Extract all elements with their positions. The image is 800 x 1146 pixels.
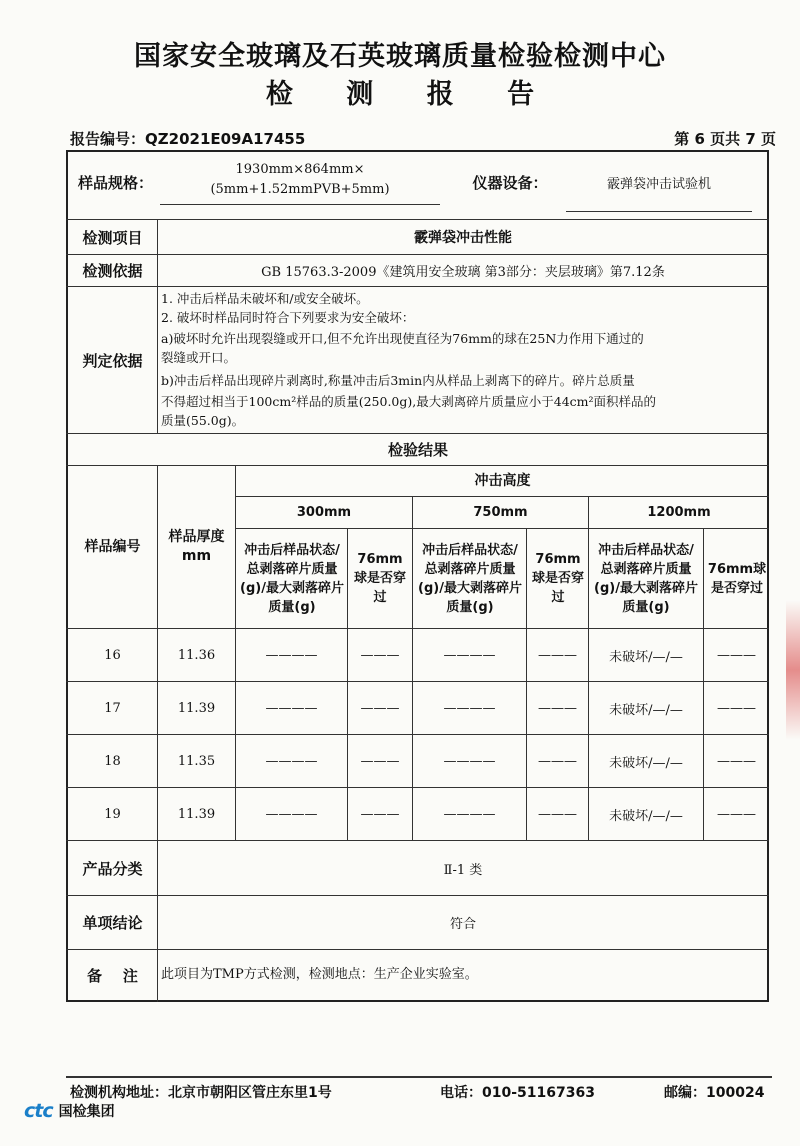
- table-row-cell: ————: [443, 806, 496, 822]
- class-value: Ⅱ-1 类: [443, 862, 483, 878]
- report-number: 报告编号：QZ2021E09A17455: [70, 130, 306, 148]
- ctc-logo-icon: ctc: [24, 1100, 53, 1122]
- remark-value: 此项目为TMP方式检测，检测地点：生产企业实验室。: [161, 967, 478, 982]
- sub-ball-header: 76mm球是否穿过: [707, 561, 767, 596]
- table-row-cell: 未破坏/—/—: [609, 755, 683, 771]
- judge-line: 质量(55.0g)。: [161, 413, 245, 428]
- table-row-cell: ———: [360, 753, 400, 769]
- company-name: 国检集团: [58, 1104, 115, 1120]
- footer-rule: [66, 1076, 772, 1078]
- device-value: 霰弹袋冲击试验机: [606, 176, 711, 192]
- class-label: 产品分类: [82, 859, 143, 878]
- table-row-cell: ————: [443, 700, 496, 716]
- report-subtitle: 检 测 报 告: [265, 79, 557, 110]
- spec-underline: [160, 204, 440, 205]
- table-row-id: 19: [104, 806, 121, 822]
- table-row-cell: ———: [360, 806, 400, 822]
- judge-line: 裂缝或开口。: [161, 350, 237, 365]
- table-row-cell: ————: [443, 647, 496, 663]
- table-row-cell: ———: [717, 647, 756, 663]
- spec-label: 样品规格：: [77, 173, 153, 192]
- row-divider: [66, 286, 769, 287]
- table-row-id: 18: [104, 753, 121, 769]
- table-row-cell: ————: [265, 647, 318, 663]
- item-label: 检测项目: [82, 228, 143, 247]
- sub-state-header: 冲击后样品状态/总剥落碎片质量(g)/最大剥落碎片质量(g): [594, 542, 698, 615]
- conclusion-value: 符合: [449, 917, 476, 932]
- judge-line: 2. 破坏时样品同时符合下列要求为安全破坏：: [161, 310, 415, 325]
- table-row-cell: ————: [265, 700, 318, 716]
- device-underline: [566, 211, 752, 212]
- table-row-id: 16: [104, 647, 121, 663]
- conclusion-label: 单项结论: [82, 914, 143, 932]
- judge-line: 不得超过相当于100cm²样品的质量(250.0g),最大剥离碎片质量应小于44cm²面积样品的: [161, 394, 657, 409]
- table-row-cell: ———: [717, 753, 756, 769]
- col-sample-header: 样品编号: [84, 538, 141, 555]
- basis-value: GB 15763.3-2009《建筑用安全玻璃 第3部分：夹层玻璃》第7.12条: [261, 265, 665, 280]
- table-row-thickness: 11.39: [177, 700, 216, 716]
- footer-phone: 电话：010-51167363: [440, 1085, 595, 1101]
- table-row-thickness: 11.39: [177, 806, 216, 822]
- spec-value-line1: 1930mm×864mm×: [235, 161, 365, 177]
- table-row-cell: ————: [265, 753, 318, 769]
- table-row-cell: ———: [360, 700, 400, 716]
- table-row-id: 17: [104, 700, 121, 716]
- footer-postcode: 邮编：100024: [664, 1085, 765, 1101]
- table-row-cell: ————: [443, 753, 496, 769]
- table-row-cell: ———: [538, 753, 577, 769]
- table-row-cell: ————: [265, 806, 318, 822]
- sub-state-header: 冲击后样品状态/总剥落碎片质量(g)/最大剥落碎片质量(g): [418, 542, 522, 615]
- report-title: 国家安全玻璃及石英玻璃质量检验检测中心: [134, 41, 666, 72]
- judge-line: a)破坏时允许出现裂缝或开口,但不允许出现使直径为76mm的球在25N力作用下通过的: [161, 331, 644, 346]
- table-row-cell: 未破坏/—/—: [609, 649, 683, 665]
- judge-line: b)冲击后样品出现碎片剥离时,称量冲击后3min内从样品上剥离下的碎片。碎片总质量: [161, 373, 635, 388]
- table-row-cell: ———: [360, 647, 400, 663]
- table-row-cell: ———: [538, 647, 577, 663]
- sub-ball-header: 76mm球是否穿过: [531, 552, 584, 605]
- table-row-cell: ———: [538, 806, 577, 822]
- table-row-thickness: 11.35: [177, 753, 216, 769]
- table-row-cell: ———: [538, 700, 577, 716]
- results-title: 检验结果: [387, 441, 448, 459]
- basis-label: 检测依据: [82, 262, 143, 280]
- spec-value-line2: (5mm+1.52mmPVB+5mm): [210, 181, 390, 197]
- table-row-cell: ———: [717, 700, 756, 716]
- table-row-thickness: 11.36: [177, 647, 216, 663]
- height-1200: 1200mm: [647, 505, 711, 520]
- page-info: 第 6 页共 7 页: [674, 130, 776, 148]
- sub-state-header: 冲击后样品状态/总剥落碎片质量(g)/最大剥落碎片质量(g): [240, 542, 344, 615]
- company-logo: [24, 1100, 115, 1122]
- judge-line: 1. 冲击后样品未破坏和/或安全破坏。: [161, 291, 369, 306]
- table-row-cell: 未破坏/—/—: [609, 808, 683, 824]
- row-divider: [66, 949, 769, 950]
- device-label: 仪器设备：: [472, 173, 548, 192]
- col-thickness-header: 样品厚度mm: [168, 529, 225, 564]
- table-row-cell: 未破坏/—/—: [609, 702, 683, 718]
- sub-ball-header: 76mm球是否穿过: [353, 552, 406, 605]
- table-row-cell: ———: [717, 806, 756, 822]
- footer-address: 检测机构地址：北京市朝阳区管庄东里1号: [70, 1085, 332, 1101]
- judge-label: 判定依据: [82, 351, 143, 370]
- remark-label: 备 注: [87, 966, 138, 985]
- item-value: 霰弹袋冲击性能: [414, 230, 512, 246]
- height-300: 300mm: [296, 505, 352, 520]
- seal-stamp-edge: [786, 600, 800, 740]
- height-750: 750mm: [473, 505, 528, 520]
- col-height-header: 冲击高度: [474, 472, 531, 489]
